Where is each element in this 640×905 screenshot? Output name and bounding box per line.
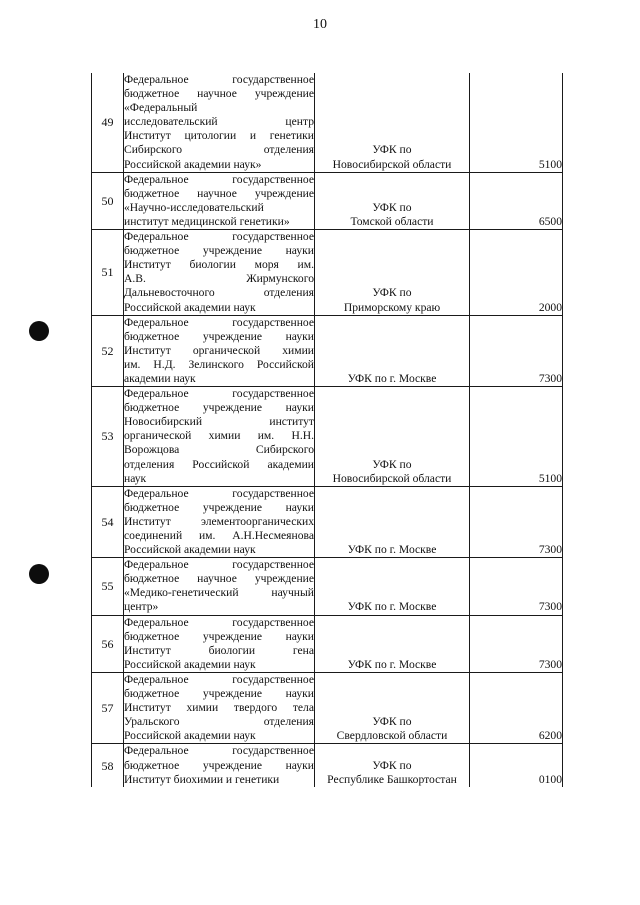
treasury-office <box>315 387 470 487</box>
row-number: 55 <box>92 558 124 615</box>
region-code: 7300 <box>470 558 563 615</box>
treasury-office <box>315 558 470 615</box>
institution-name-line: «Научно-исследовательский <box>124 200 264 214</box>
table-row <box>92 230 563 316</box>
institution-name-line: исследовательский центр <box>124 115 314 129</box>
treasury-office <box>315 230 470 316</box>
institution-name-line: Федеральное государственное <box>124 486 314 500</box>
institution-name-line: бюджетное учреждение науки <box>124 687 314 701</box>
institution-name-line: Российской академии наук <box>124 300 256 314</box>
treasury-office-line: УФК по <box>372 200 412 214</box>
institution-name-line: бюджетное учреждение науки <box>124 758 314 772</box>
table-row <box>92 672 563 743</box>
row-number: 50 <box>92 172 124 229</box>
institution-name-line: наук <box>124 471 147 485</box>
treasury-office-line: УФК по г. Москве <box>347 600 437 614</box>
treasury-office <box>315 744 470 787</box>
institution-name-line: бюджетное научное учреждение <box>124 572 314 586</box>
institution-name-line: Российской академии наук <box>124 729 256 743</box>
treasury-office <box>315 315 470 386</box>
row-number: 58 <box>92 744 124 787</box>
institution-name-line: Российской академии наук <box>124 543 256 557</box>
treasury-office <box>315 73 470 172</box>
institution-name-line: Институт биохимии и генетики <box>124 772 280 786</box>
institution-name-line: Институт органической химии <box>124 343 314 357</box>
institution-name-line: Федеральное государственное <box>124 615 314 629</box>
institution-name-line: «Федеральный <box>124 101 198 115</box>
institution-name-line: бюджетное учреждение науки <box>124 401 314 415</box>
treasury-office-line: УФК по <box>372 143 412 157</box>
treasury-office <box>315 615 470 672</box>
region-code: 6500 <box>470 172 563 229</box>
institution-name-line: соединений им. А.Н.Несмеянова <box>124 529 314 542</box>
region-code: 7300 <box>470 615 563 672</box>
institution-name-line: органической химии им. Н.Н. <box>124 429 314 443</box>
institution-name <box>124 73 315 172</box>
row-number: 49 <box>92 73 124 172</box>
institution-name-line: Новосибирский институт <box>124 415 314 429</box>
page-number: 10 <box>313 17 327 32</box>
institution-name-line: Федеральное государственное <box>124 315 314 329</box>
row-number: 56 <box>92 615 124 672</box>
treasury-office-line: Свердловской области <box>336 729 448 743</box>
row-number: 52 <box>92 315 124 386</box>
institution-name <box>124 672 315 743</box>
institution-name <box>124 615 315 672</box>
table-row <box>92 315 563 386</box>
institution-name-line: Ворожцова Сибирского <box>124 443 314 457</box>
institution-name-line: Федеральное государственное <box>124 230 314 244</box>
treasury-office-line: УФК по г. Москве <box>347 657 437 671</box>
institution-name-line: Институт элементоорганических <box>124 514 314 528</box>
institution-name-line: бюджетное учреждение науки <box>124 244 314 258</box>
institution-name-line: бюджетное учреждение науки <box>124 329 314 343</box>
treasury-office <box>315 486 470 557</box>
row-number: 54 <box>92 486 124 557</box>
table-row <box>92 744 563 787</box>
institution-name-line: бюджетное учреждение науки <box>124 629 314 643</box>
institution-name-line: «Медико-генетический научный <box>124 586 314 600</box>
treasury-office-line: Приморскому краю <box>343 300 441 314</box>
table-row <box>92 73 563 172</box>
row-number: 53 <box>92 387 124 487</box>
region-code: 2000 <box>470 230 563 316</box>
institution-name-line: Институт биологии гена <box>124 643 314 657</box>
region-code: 0100 <box>470 744 563 787</box>
region-code: 5100 <box>470 387 563 487</box>
institution-name-line: Российской академии наук <box>124 657 256 671</box>
institution-name-line: Федеральное государственное <box>124 558 314 572</box>
institution-name-line: бюджетное научное учреждение <box>124 186 314 200</box>
punch-hole <box>29 321 49 341</box>
institution-name <box>124 172 315 229</box>
institution-name <box>124 315 315 386</box>
treasury-office-line: УФК по <box>372 758 412 772</box>
institution-name-line: Институт цитологии и генетики <box>124 129 314 143</box>
table-row <box>92 387 563 487</box>
row-number: 51 <box>92 230 124 316</box>
treasury-office-line: Томской области <box>350 214 434 228</box>
institution-name-line: Институт биологии моря им. <box>124 258 314 272</box>
region-code: 7300 <box>470 486 563 557</box>
institution-name <box>124 744 315 787</box>
institution-name-line: А.В. Жирмунского <box>124 272 314 286</box>
institution-name-line: институт медицинской генетики» <box>124 214 290 228</box>
institution-name-line: Федеральное государственное <box>124 672 314 686</box>
institution-name-line: бюджетное учреждение науки <box>124 500 314 514</box>
institution-name-line: Институт химии твердого тела <box>124 701 314 715</box>
treasury-office-line: Республике Башкортостан <box>327 772 457 786</box>
treasury-office-line: УФК по г. Москве <box>347 371 437 385</box>
institution-name-line: Федеральное государственное <box>124 387 314 401</box>
table-row <box>92 558 563 615</box>
treasury-office-line: УФК по <box>372 715 412 729</box>
institution-name-line: центр» <box>124 600 159 614</box>
institution-name-line: бюджетное научное учреждение <box>124 87 314 101</box>
institution-name-line: Российской академии наук» <box>124 157 262 171</box>
institution-name-line: Сибирского отделения <box>124 143 314 157</box>
institution-name-line: отделения Российской академии <box>124 457 314 471</box>
treasury-office-line: Новосибирской области <box>332 471 452 485</box>
treasury-office-line: УФК по <box>372 457 412 471</box>
institution-name-line: Дальневосточного отделения <box>124 286 314 300</box>
institution-name-line: Федеральное государственное <box>124 744 314 758</box>
punch-hole <box>29 564 49 584</box>
table-row <box>92 172 563 229</box>
institution-name <box>124 486 315 557</box>
treasury-office-line: УФК по <box>372 286 412 300</box>
registry-table <box>91 73 563 787</box>
institution-name-line: им. Н.Д. Зелинского Российской <box>124 357 314 371</box>
region-code: 5100 <box>470 73 563 172</box>
table-row <box>92 486 563 557</box>
institution-name-line: Федеральное государственное <box>124 172 314 186</box>
table-row <box>92 615 563 672</box>
region-code: 6200 <box>470 672 563 743</box>
institution-name-line: Уральского отделения <box>124 715 314 729</box>
region-code: 7300 <box>470 315 563 386</box>
treasury-office <box>315 672 470 743</box>
treasury-office-line: Новосибирской области <box>332 157 452 171</box>
treasury-office <box>315 172 470 229</box>
institution-name <box>124 387 315 487</box>
institution-name-line: академии наук <box>124 371 196 385</box>
institution-name <box>124 558 315 615</box>
row-number: 57 <box>92 672 124 743</box>
registry-table-body <box>92 73 563 787</box>
institution-name <box>124 230 315 316</box>
institution-name-line: Федеральное государственное <box>124 73 314 86</box>
treasury-office-line: УФК по г. Москве <box>347 543 437 557</box>
